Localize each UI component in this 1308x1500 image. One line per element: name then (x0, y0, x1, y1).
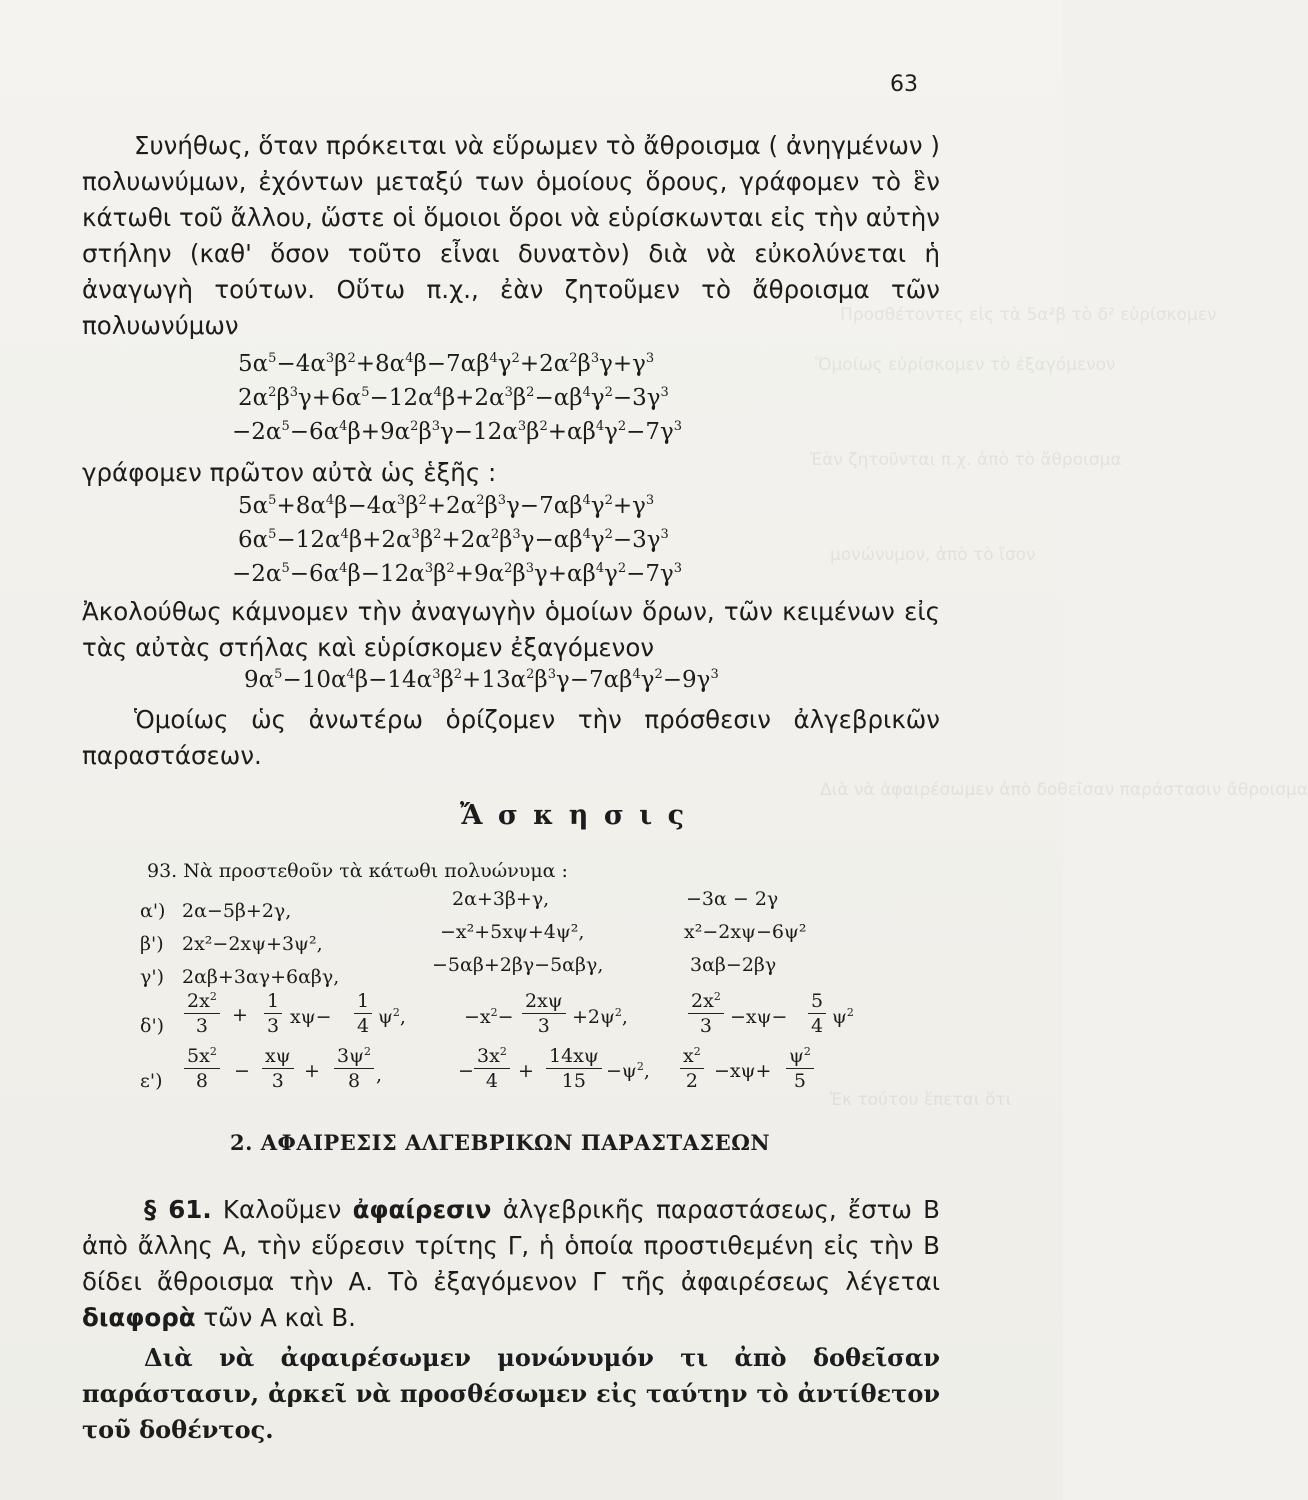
fraction: $\frac{2x^2}{3}$ (184, 990, 220, 1037)
operator-plus: + (304, 1060, 320, 1082)
polynomial-3: $-2\alpha^5-6\alpha^4\beta+9\alpha^2\beta^3\gamma-12\alpha^3\beta^2+\alpha\beta^4\gamma^2-7\gamma^3$ (232, 419, 683, 445)
operator-plus: + (232, 1004, 248, 1026)
paragraph-reduction-text: Ἀκολούθως κάμνομεν τὴν ἀναγωγὴν ὁμοίων ὅρων, τῶν κειμένων εἰς τὰς αὐτὰς στήλας καὶ εὑρίσκομεν ἐξαγόμενον (82, 597, 940, 662)
comma: , (376, 1064, 383, 1086)
term-minus-xpsi: −xψ− (730, 1006, 788, 1028)
arranged-polynomial-2: $6\alpha^5-12\alpha^4\beta+2\alpha^3\beta^2+2\alpha^2\beta^3\gamma-\alpha\beta^4\gamma^2-3\gamma^3$ (238, 527, 669, 553)
fraction: $\frac{1}{4}$ (354, 990, 372, 1037)
exercise-a-term-3: −3α − 2γ (686, 888, 779, 910)
bleed-through-text: Ἐὰν ζητοῦνται π.χ. ἀπὸ τὸ ἄθροισμα (810, 450, 1122, 470)
exercise-label-a: α') (140, 900, 166, 922)
subtraction-rule (82, 1340, 940, 1448)
fraction: $\frac{x\psi}{3}$ (262, 1045, 294, 1092)
result-polynomial: $9\alpha^5-10\alpha^4\beta-14\alpha^3\beta^2+13\alpha^2\beta^3\gamma-7\alpha\beta^4\gamma^2-9\gamma^3$ (244, 667, 719, 693)
term-minus-psi-squared: $-\psi^2$, (606, 1060, 650, 1082)
fraction: $\frac{1}{3}$ (264, 990, 282, 1037)
paragraph-subtraction-definition (82, 1192, 940, 1336)
subtraction-rule-text: Διὰ νὰ ἀφαιρέσωμεν μονώνυμόν τι ἀπὸ δοθεῖσαν παράστασιν, ἀρκεῖ νὰ προσθέσωμεν εἰς ταύτην τὸ ἀντίθετον τοῦ δοθέντος. (82, 1343, 940, 1444)
fraction: $\frac{14x\psi}{15}$ (546, 1045, 602, 1092)
fraction: $\frac{\psi^2}{5}$ (786, 1045, 814, 1092)
exercise-intro: 93. Νὰ προστεθοῦν τὰ κάτωθι πολυώνυμα : (147, 860, 568, 882)
paragraph-similarly (82, 702, 940, 774)
operator-minus: − (458, 1060, 474, 1082)
fraction: $\frac{5x^2}{8}$ (184, 1045, 220, 1092)
paragraph-intro-text: Συνήθως, ὅταν πρόκειται νὰ εὕρωμεν τὸ ἄθροισμα ( ἀνηγμένων ) πολυωνύμων, ἐχόντων μεταξύ των ὁμοίους ὅρους, γράφομεν τὸ ἓν κάτωθι τοῦ ἄλλου, ὥστε οἱ ὅμοιοι ὅροι νὰ εὑρίσκωνται εἰς τὴν αὐτὴν στήλην (καθ' ὅσον τοῦτο εἶναι δυνατὸν) διὰ νὰ εὐκολύνεται ἡ ἀναγωγὴ τούτων. Οὕτω π.χ., ἐὰν ζητοῦμεν τὸ ἄθροισμα τῶν πολυωνύμων (82, 131, 940, 340)
fraction: $\frac{3x^2}{4}$ (474, 1045, 510, 1092)
exercise-b-term-1: 2x²−2xψ+3ψ², (182, 933, 323, 955)
term-minus-x-squared: $-x^2-$ (464, 1006, 514, 1028)
exercise-c-term-2: −5αβ+2βγ−5αβγ, (432, 954, 604, 976)
section-mark: § 61. (144, 1195, 212, 1224)
polynomial-1: $5\alpha^5-4\alpha^3\beta^2+8\alpha^4\beta-7\alpha\beta^4\gamma^2+2\alpha^2\beta^3\gamma+\gamma^3$ (238, 351, 655, 377)
page-number: 63 (890, 72, 918, 97)
term-subtraction: ἀφαίρεσιν (352, 1195, 492, 1224)
fraction: $\frac{2x\psi}{3}$ (522, 990, 566, 1037)
bleed-through-text: Προσθέτοντες εἰς τὰ 5α²β τὸ δ² εὑρίσκομεν (840, 305, 1217, 325)
write-first-line (82, 455, 940, 491)
fraction: $\frac{x^2}{2}$ (680, 1045, 704, 1092)
arranged-polynomial-1: $5\alpha^5+8\alpha^4\beta-4\alpha^3\beta^2+2\alpha^2\beta^3\gamma-7\alpha\beta^4\gamma^2+\gamma^3$ (238, 493, 655, 519)
arranged-polynomial-3: $-2\alpha^5-6\alpha^4\beta-12\alpha^3\beta^2+9\alpha^2\beta^3\gamma+\alpha\beta^4\gamma^2-7\gamma^3$ (232, 561, 683, 587)
paragraph-similarly-text: Ὁμοίως ὡς ἀνωτέρω ὁρίζομεν τὴν πρόσθεσιν ἀλγεβρικῶν παραστάσεων. (82, 705, 940, 770)
exercise-a-term-2: 2α+3β+γ, (452, 888, 550, 910)
exercise-label-c: γ') (140, 966, 164, 988)
fraction: $\frac{5}{4}$ (808, 990, 826, 1037)
fraction: $\frac{3\psi^2}{8}$ (334, 1045, 374, 1092)
definition-body: ἀλγεβρικῆς παραστάσεως, ἔστω Β ἀπὸ ἄλλης Α, τὴν εὕρεσιν τρίτης Γ, ἡ ὁποία προστιθεμένη εἰς τὴν Β δίδει ἄθροισμα τὴν Α. Τὸ ἐξαγόμενον Γ τῆς ἀφαιρέσεως λέγεται (82, 1195, 940, 1296)
definition-end: τῶν Α καὶ Β. (203, 1303, 356, 1332)
term-psi-squared: $\psi^2$, (378, 1006, 406, 1028)
fraction: $\frac{2x^2}{3}$ (688, 990, 724, 1037)
term-psi-squared: $\psi^2$ (832, 1006, 854, 1028)
bleed-through-text: μονώνυμον, ἀπὸ τὸ ἴσον (830, 545, 1036, 565)
exercise-b-term-3: x²−2xψ−6ψ² (684, 921, 807, 943)
exercise-b-term-2: −x²+5xψ+4ψ², (440, 921, 585, 943)
exercise-c-term-3: 3αβ−2βγ (690, 954, 777, 976)
bleed-through-text: Διὰ νὰ ἀφαιρέσωμεν ἀπὸ δοθεῖσαν παράστασιν ἄθροισμα (820, 780, 1308, 800)
bleed-through-text: Ὅμοίως εὑρίσκομεν τὸ ἐξαγόμενον (815, 355, 1116, 375)
exercise-a-term-1: 2α−5β+2γ, (182, 900, 292, 922)
exercises-heading: Ἄ σ κ η σ ι ς (460, 800, 688, 831)
bleed-through-text: Ἐκ τούτου ἕπεται ὅτι (830, 1090, 1012, 1110)
exercise-label-b: β') (140, 933, 164, 955)
exercise-label-e: ε') (140, 1070, 163, 1092)
term-difference: διαφορὰ (82, 1303, 196, 1332)
operator-minus: − (234, 1060, 250, 1082)
polynomial-2: $2\alpha^2\beta^3\gamma+6\alpha^5-12\alpha^4\beta+2\alpha^3\beta^2-\alpha\beta^4\gamma^2-3\gamma^3$ (238, 385, 669, 411)
paragraph-intro (82, 128, 940, 344)
write-first-text: γράφομεν πρῶτον αὐτὰ ὡς ἑξῆς : (82, 458, 497, 487)
section-heading: 2. ΑΦΑΙΡΕΣΙΣ ΑΛΓΕΒΡΙΚΩΝ ΠΑΡΑΣΤΑΣΕΩΝ (230, 1130, 771, 1155)
term-plus-2psi-squared: $+2\psi^2$, (572, 1006, 628, 1028)
term-xpsi: xψ− (290, 1006, 332, 1028)
operator-plus: + (518, 1060, 534, 1082)
paragraph-reduction (82, 594, 940, 666)
term-minus-xpsi-plus: −xψ+ (714, 1060, 772, 1082)
exercise-label-d: δ') (140, 1015, 165, 1037)
definition-lead: Καλοῦμεν (222, 1195, 342, 1224)
exercise-c-term-1: 2αβ+3αγ+6αβγ, (182, 966, 340, 988)
